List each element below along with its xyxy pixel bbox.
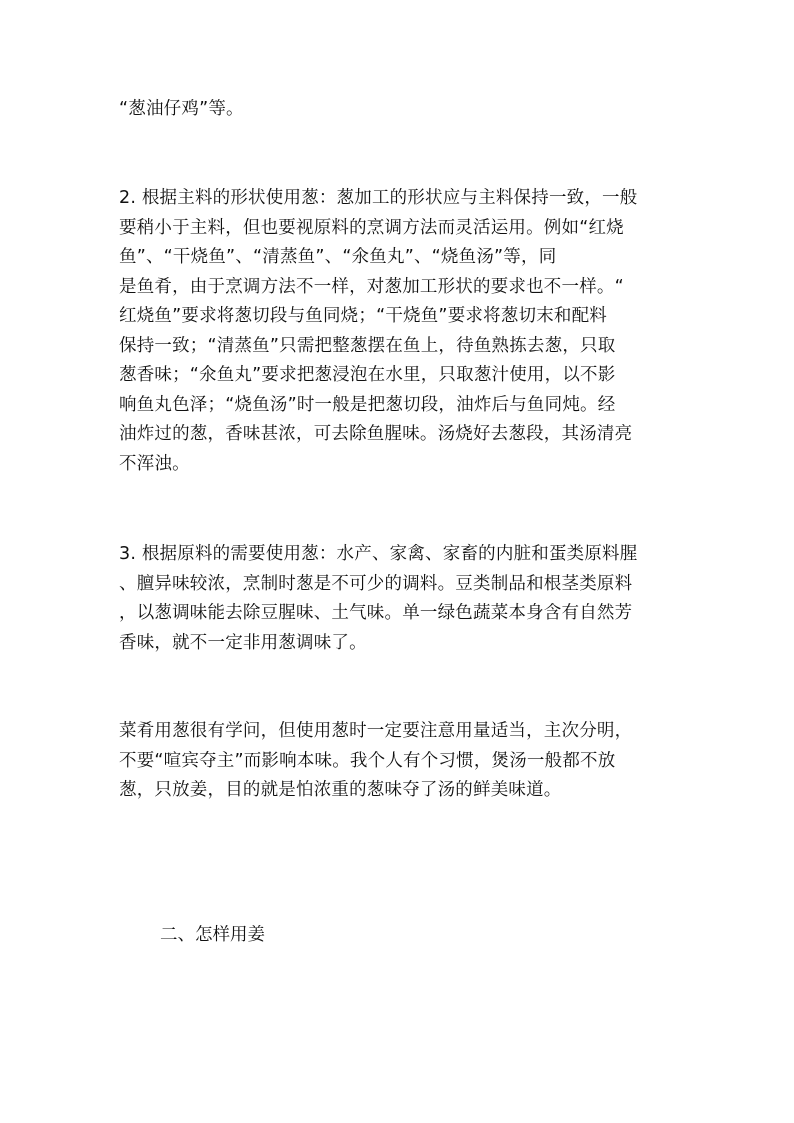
intro-tail-paragraph: “葱油仔鸡”等。 (119, 99, 244, 119)
item-3-paragraph: 3. 根据原料的需要使用葱：水产、家禽、家畜的内脏和蛋类原料腥 、膻异味较浓，烹制时葱是不可少的调料。豆类制品和根茎类原料 ，以葱调味能去除豆腥味、土气味。单一绿色蔬菜本身含有自然芳 香味，就不一定非用葱调味了。 (119, 544, 638, 653)
item-2-paragraph: 2. 根据主料的形状使用葱：葱加工的形状应与主料保持一致，一般 要稍小于主料，但也要视原料的烹调方法而灵活运用。例如“红烧 鱼”、“干烧鱼”、“清蒸鱼”、“氽鱼丸”、“烧鱼汤”等，同 是鱼肴，由于烹调方法不一样，对葱加工形状的要求也不一样。“ 红烧鱼”要求将葱切段与鱼同烧；“干烧鱼”要求将葱切末和配料 保持一致；“清蒸鱼”只需把整葱摆在鱼上，待鱼熟拣去葱，只取 葱香味；“氽鱼丸”要求把葱浸泡在水里，只取葱汁使用，以不影 响鱼丸色泽；“烧鱼汤”时一般是把葱切段，油炸后与鱼同炖。经 油炸过的葱，香味甚浓，可去除鱼腥味。汤烧好去葱段，其汤清亮 不浑浊。 (119, 188, 638, 474)
section-heading: 二、怎样用姜 (160, 925, 265, 945)
summary-paragraph: 菜肴用葱很有学问，但使用葱时一定要注意用量适当，主次分明， 不要“喧宾夺主”而影响本味。我个人有个习惯，煲汤一般都不放 葱，只放姜，目的就是怕浓重的葱味夺了汤的鲜美味道。 (119, 721, 633, 800)
